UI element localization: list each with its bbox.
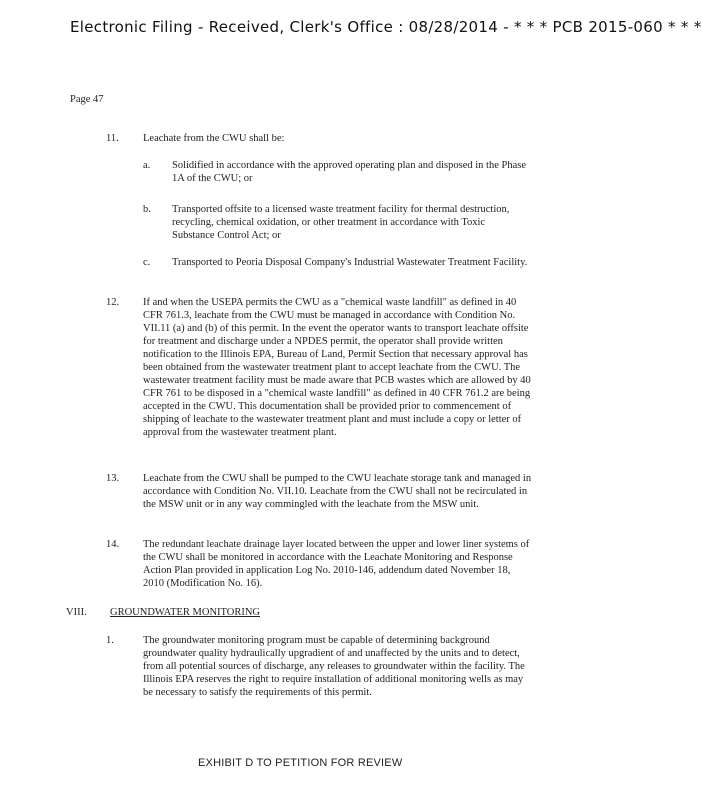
item-number: 13.	[106, 473, 120, 484]
item-number: 1.	[106, 635, 114, 646]
sub-item-text: Solidified in accordance with the approved operating plan and disposed in the Phase 1A of the CWU; or	[172, 160, 526, 184]
sub-item-letter: b.	[143, 204, 151, 215]
item-text: Leachate from the CWU shall be:	[143, 133, 285, 144]
section-title: GROUNDWATER MONITORING	[110, 607, 261, 618]
item-text: If and when the USEPA permits the CWU as a "chemical waste landfill" as defined in 40 CFR 761.3, leachate from the CWU must be managed in accordance with Condition No. VII.11 (a) and (b) of this permit. In the event the operator wants to transport leachate offsite for treatment and discharge under a NPDES permit, the operator shall provide written notification to the Illinois EPA, Bureau of Land, Permit Section that necessary approval has been obtained from the wastewater treatment plant to accept leachate from the CWU. The wastewater treatment facility must be made aware that PCB wastes which are allowed by 40 CFR 761 to be disposed in a "chemical waste landfill" as defined in 40 CFR 761.2 are being accepted in the CWU. This documentation shall be provided prior to commencement of shipping of leachate to the wastewater treatment plant and must include a copy or letter of approval from the wastewater treatment plant.	[143, 297, 531, 438]
page-number: Page 47	[70, 94, 104, 105]
section-roman-numeral: VIII.	[66, 607, 87, 618]
sub-item-text: Transported to Peoria Disposal Company's Industrial Wastewater Treatment Facility.	[172, 257, 528, 268]
sub-item-letter: c.	[143, 257, 151, 268]
item-text: The redundant leachate drainage layer located between the upper and lower liner systems of the CWU shall be monitored in accordance with the Leachate Monitoring and Response Action Plan provided in application Log No. 2010-146, addendum dated November 18, 2010 (Modification No. 16).	[143, 539, 530, 589]
item-text: Leachate from the CWU shall be pumped to the CWU leachate storage tank and managed in accordance with Condition No. VII.10. Leachate from the CWU shall not be recirculated in the MSW unit or in any way commingled with the leachate from the MSW unit.	[143, 473, 532, 510]
sub-item-letter: a.	[143, 160, 151, 171]
section-heading	[66, 606, 260, 619]
exhibit-footer: EXHIBIT D TO PETITION FOR REVIEW	[198, 757, 403, 769]
item-number: 14.	[106, 539, 120, 550]
sub-item-text: Transported offsite to a licensed waste treatment facility for thermal destruction, recycling, chemical oxidation, or other treatment in accordance with Toxic Substance Control Act; or	[172, 204, 510, 241]
item-number: 12.	[106, 297, 120, 308]
filing-stamp-header: Electronic Filing - Received, Clerk's Office : 08/28/2014 - * * * PCB 2015-060 * * *	[70, 18, 702, 36]
item-text: The groundwater monitoring program must be capable of determining background groundwater quality hydraulically upgradient of and unaffected by the units and to detect, from all potential sources of discharge, any releases to groundwater within the facility. The Illinois EPA reserves the right to require installation of additional monitoring wells as may be necessary to satisfy the requirements of this permit.	[143, 635, 525, 698]
item-number: 11.	[106, 133, 119, 144]
